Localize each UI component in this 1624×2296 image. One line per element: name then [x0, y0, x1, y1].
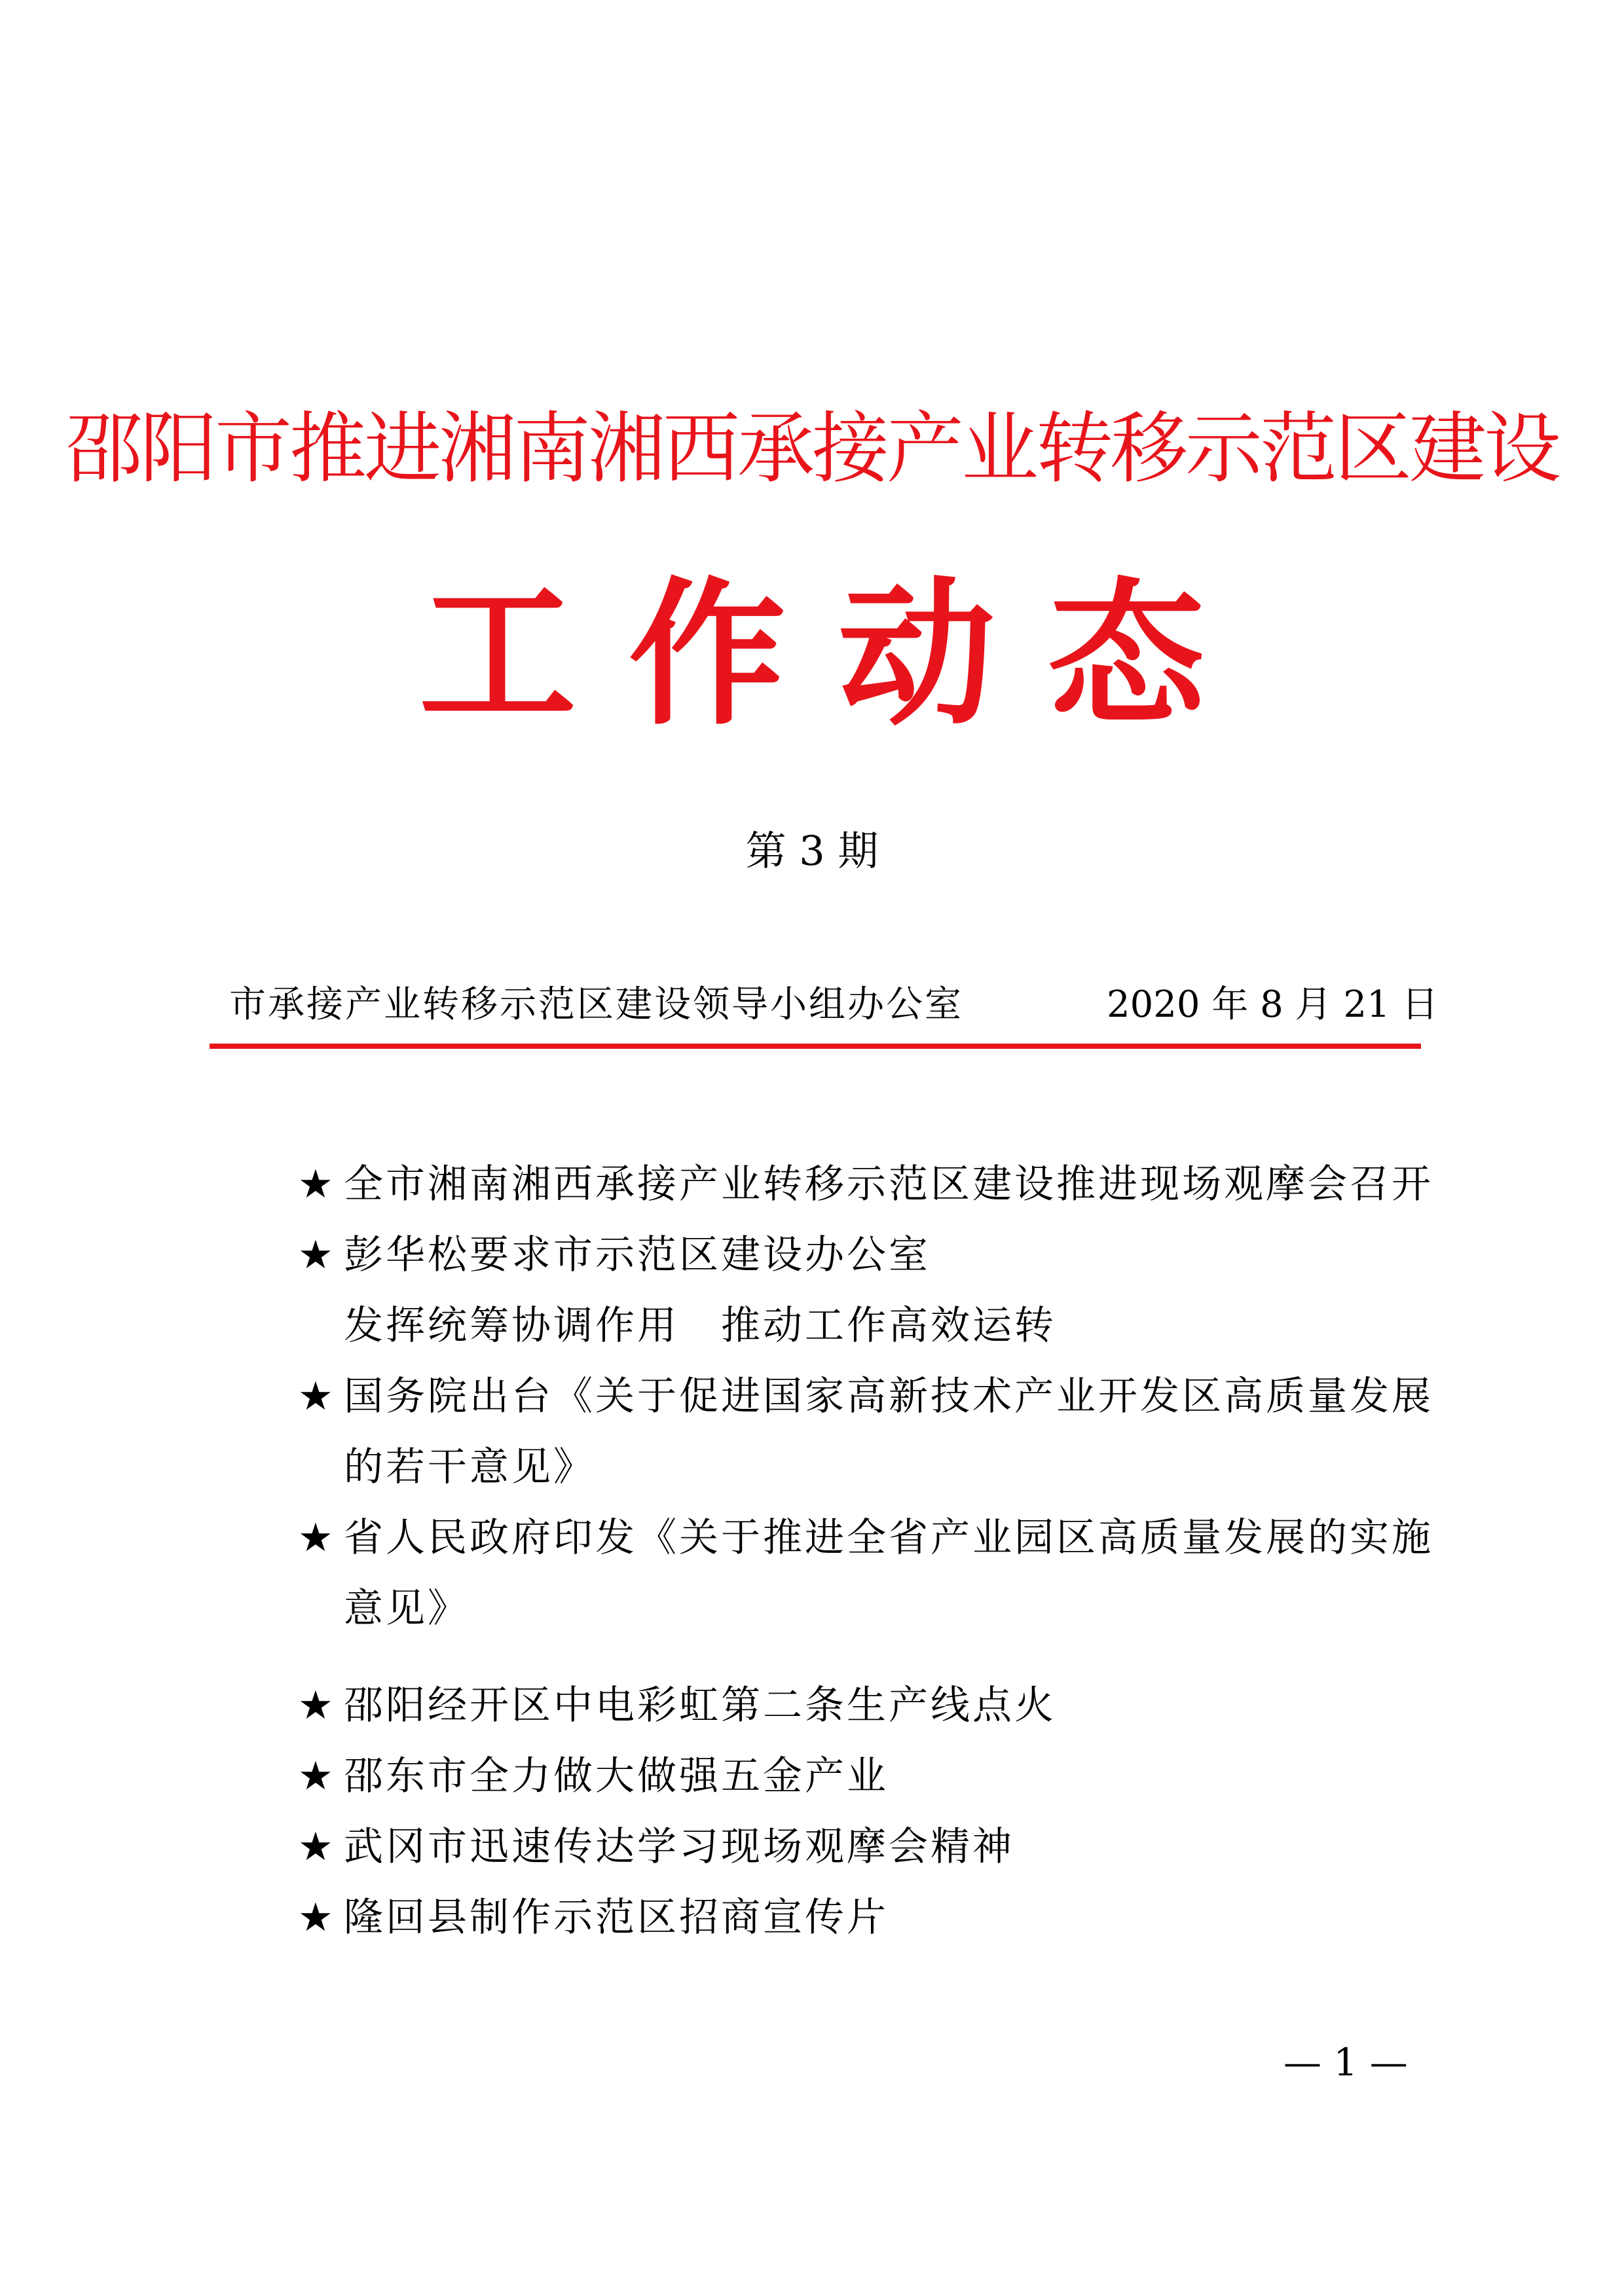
contents-item — [298, 1149, 1433, 1220]
issue-number: 第 3 期 — [745, 827, 879, 875]
issuing-office: 市承接产业转移示范区建设领导小组办公室 — [229, 983, 963, 1026]
contents-list — [298, 1149, 1433, 1953]
star-icon: ★ — [298, 1374, 336, 1419]
star-icon: ★ — [298, 1232, 336, 1278]
contents-item-text: 隆回县制作示范区招商宣传片 — [344, 1895, 889, 1941]
contents-item — [298, 1503, 1433, 1644]
contents-item — [298, 1882, 1424, 1953]
contents-item — [298, 1670, 1424, 1741]
masthead-title: 工作动态 — [419, 563, 1257, 746]
star-icon: ★ — [298, 1824, 336, 1870]
contents-item-text: 省人民政府印发《关于推进全省产业园区高质量发展的实施 — [344, 1515, 1433, 1561]
red-divider — [210, 1044, 1421, 1049]
contents-item-text: 国务院出台《关于促进国家高新技术产业开发区高质量发展 — [344, 1374, 1433, 1419]
contents-item-text: 彭华松要求市示范区建设办公室 — [344, 1232, 931, 1278]
contents-item-text: 的若干意见》 — [344, 1444, 595, 1490]
contents-item — [298, 1812, 1424, 1882]
document-title: 邵阳市推进湘南湘西承接产业转移示范区建设 — [65, 403, 1559, 494]
page-number: — 1 — — [1283, 2040, 1408, 2085]
contents-item-text: 邵阳经开区中电彩虹第二条生产线点火 — [344, 1683, 1056, 1728]
contents-item — [298, 1361, 1433, 1503]
contents-item-text: 意见》 — [344, 1586, 470, 1631]
contents-item — [298, 1741, 1424, 1812]
contents-item-text: 发挥统筹协调作用 推动工作高效运转 — [344, 1303, 1056, 1349]
contents-item-text: 武冈市迅速传达学习现场观摩会精神 — [344, 1824, 1014, 1870]
star-icon: ★ — [298, 1161, 336, 1207]
contents-item-text: 全市湘南湘西承接产业转移示范区建设推进现场观摩会召开 — [344, 1161, 1433, 1207]
star-icon: ★ — [298, 1895, 336, 1941]
star-icon: ★ — [298, 1753, 336, 1799]
contents-item — [298, 1220, 1424, 1361]
contents-item-text: 邵东市全力做大做强五金产业 — [344, 1753, 889, 1799]
star-icon: ★ — [298, 1515, 336, 1561]
issue-date: 2020 年 8 月 21 日 — [1107, 983, 1439, 1026]
star-icon: ★ — [298, 1683, 336, 1728]
